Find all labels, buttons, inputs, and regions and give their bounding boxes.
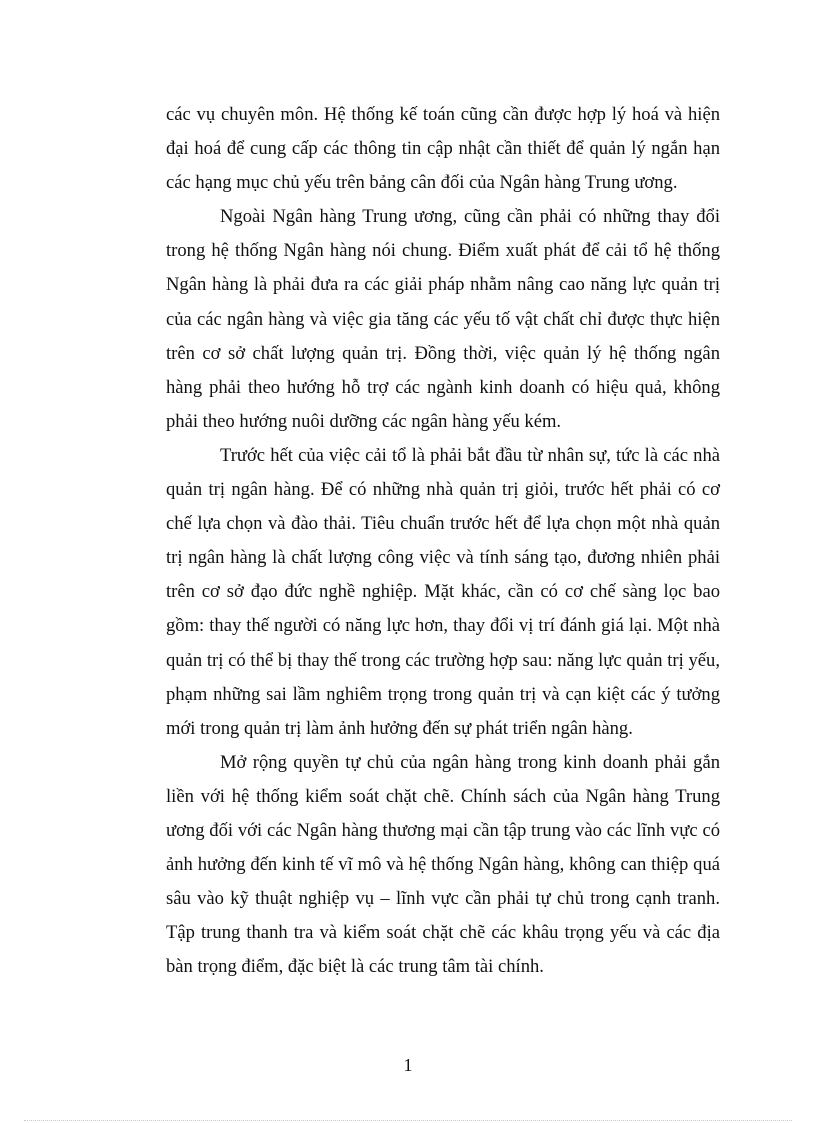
- paragraph-continued: các vụ chuyên môn. Hệ thống kế toán cũng cần được hợp lý hoá và hiện đại hoá để cung cấp các thông tin cập nhật cần thiết để quản lý ngắn hạn các hạng mục chủ yếu trên bảng cân đối của Ngân hàng Trung ương.: [166, 104, 720, 194]
- page-number: 1: [403, 1055, 413, 1075]
- paragraph: Mở rộng quyền tự chủ của ngân hàng trong kinh doanh phải gắn liền với hệ thống kiểm soát chặt chẽ. Chính sách của Ngân hàng Trung ương đối với các Ngân hàng thương mại cần tập trung vào các lĩnh vực có ảnh hưởng đến kinh tế vĩ mô và hệ thống Ngân hàng, không can thiệp quá sâu vào kỹ thuật nghiệp vụ – lĩnh vực cần phải tự chủ trong cạnh tranh. Tập trung thanh tra và kiểm soát chặt chẽ các khâu trọng yếu và các địa bàn trọng điểm, đặc biệt là các trung tâm tài chính.: [166, 751, 720, 978]
- body-text: [166, 98, 720, 984]
- paragraph: Ngoài Ngân hàng Trung ương, cũng cần phải có những thay đổi trong hệ thống Ngân hàng nói chung. Điểm xuất phát để cải tổ hệ thống Ngân hàng là phải đưa ra các giải pháp nhằm nâng cao năng lực quản trị của các ngân hàng và việc gia tăng các yếu tố vật chất chỉ được thực hiện trên cơ sở chất lượng quản trị. Đồng thời, việc quản lý hệ thống ngân hàng phải theo hướng hỗ trợ các ngành kinh doanh có hiệu quả, không phải theo hướng nuôi dưỡng các ngân hàng yếu kém.: [166, 206, 720, 432]
- paragraph: Trước hết của việc cải tổ là phải bắt đầu từ nhân sự, tức là các nhà quản trị ngân hàng. Để có những nhà quản trị giỏi, trước hết phải có cơ chế lựa chọn và đào thải. Tiêu chuẩn trước hết để lựa chọn một nhà quản trị ngân hàng là chất lượng công việc và tính sáng tạo, đương nhiên phải trên cơ sở đạo đức nghề nghiệp. Mặt khác, cần có cơ chế sàng lọc bao gồm: thay thế người có năng lực hơn, thay đổi vị trí đánh giá lại. Một nhà quản trị có thể bị thay thế trong các trường hợp sau: năng lực quản trị yếu, phạm những sai lầm nghiêm trọng trong quản trị và cạn kiệt các ý tưởng mới trong quản trị làm ảnh hưởng đến sự phát triển ngân hàng.: [166, 444, 720, 739]
- page-break-divider: [24, 1120, 792, 1121]
